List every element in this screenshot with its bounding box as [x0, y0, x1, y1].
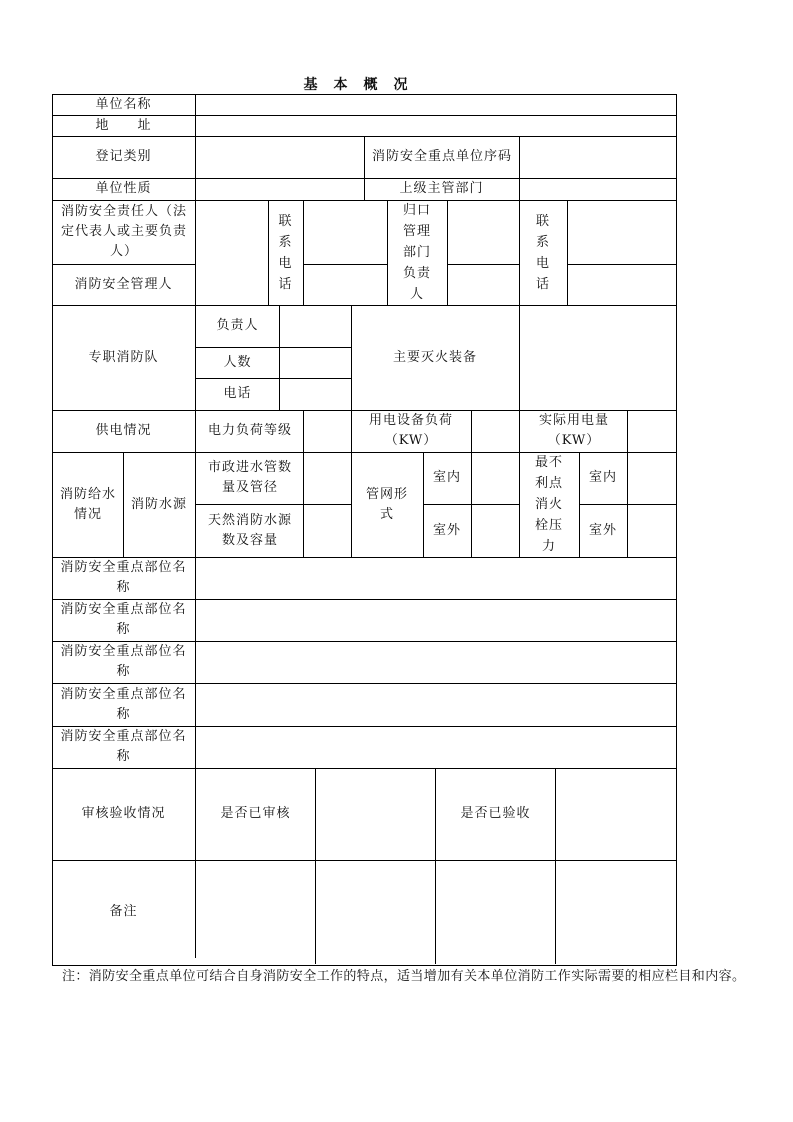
- actual-usage-label: 实际用电量（KW）: [538, 413, 609, 448]
- key-part-label: 消防安全重点部位名称: [60, 560, 187, 595]
- key-part-label: 消防安全重点部位名称: [60, 644, 187, 679]
- unit-name-label: 单位名称: [95, 96, 152, 112]
- pipe-network-label: 管网形式: [365, 486, 408, 522]
- address-label: 地 址: [95, 117, 152, 133]
- brigade-phone-label: 电话: [223, 386, 252, 401]
- key-part-label: 消防安全重点部位名称: [60, 686, 187, 722]
- brigade-head-label: 负责人: [216, 318, 259, 333]
- remarks-label: 备注: [109, 904, 138, 919]
- key-part-label: 消防安全重点部位名称: [60, 729, 187, 764]
- key-unit-serial-label: 消防安全重点单位序码: [372, 149, 513, 164]
- indoor-label: 室内: [432, 470, 461, 485]
- footnote: 注：消防安全重点单位可结合自身消防安全工作的特点，适当增加有关本单位消防工作实际需要的相应栏目和内容。: [62, 969, 746, 984]
- fire-brigade-label: 专职消防队: [88, 349, 159, 365]
- municipal-pipes-label: 市政进水管数量及管径: [207, 460, 292, 495]
- contact-phone-label-2: 联系电话: [535, 213, 550, 292]
- contact-phone-label: 联系电话: [278, 213, 293, 292]
- key-part-label: 消防安全重点部位名称: [60, 602, 187, 637]
- indoor-label-2: 室内: [588, 470, 617, 485]
- is-reviewed-label: 是否已审核: [220, 806, 291, 821]
- unit-nature-label: 单位性质: [95, 181, 152, 196]
- power-supply-label: 供电情况: [95, 423, 152, 438]
- brigade-count-label: 人数: [223, 354, 252, 370]
- device-load-label: 用电设备负荷（KW）: [368, 413, 453, 448]
- safety-manager-label: 消防安全管理人: [74, 276, 173, 292]
- main-equipment-label: 主要灭火装备: [392, 349, 477, 365]
- outdoor-label: 室外: [432, 522, 461, 538]
- is-accepted-label: 是否已验收: [460, 806, 531, 821]
- register-category-label: 登记类别: [95, 149, 152, 164]
- page-title: 基本概况: [303, 77, 424, 93]
- review-acceptance-label: 审核验收情况: [81, 806, 166, 821]
- power-load-grade-label: 电力负荷等级: [207, 423, 292, 438]
- water-source-label: 消防水源: [130, 496, 187, 512]
- superior-dept-label: 上级主管部门: [399, 181, 484, 196]
- safety-responsible-label: 消防安全责任人（法定代表人或主要负责人）: [60, 204, 187, 259]
- natural-sources-label: 天然消防水源数及容量: [207, 512, 292, 548]
- min-hydrant-pressure-label: 最不利点消火栓压力: [534, 455, 563, 554]
- fire-water-label: 消防给水情况: [59, 486, 116, 522]
- managing-dept-head-label: 归口管理部门负责人: [402, 203, 431, 302]
- outdoor-label-2: 室外: [588, 522, 617, 538]
